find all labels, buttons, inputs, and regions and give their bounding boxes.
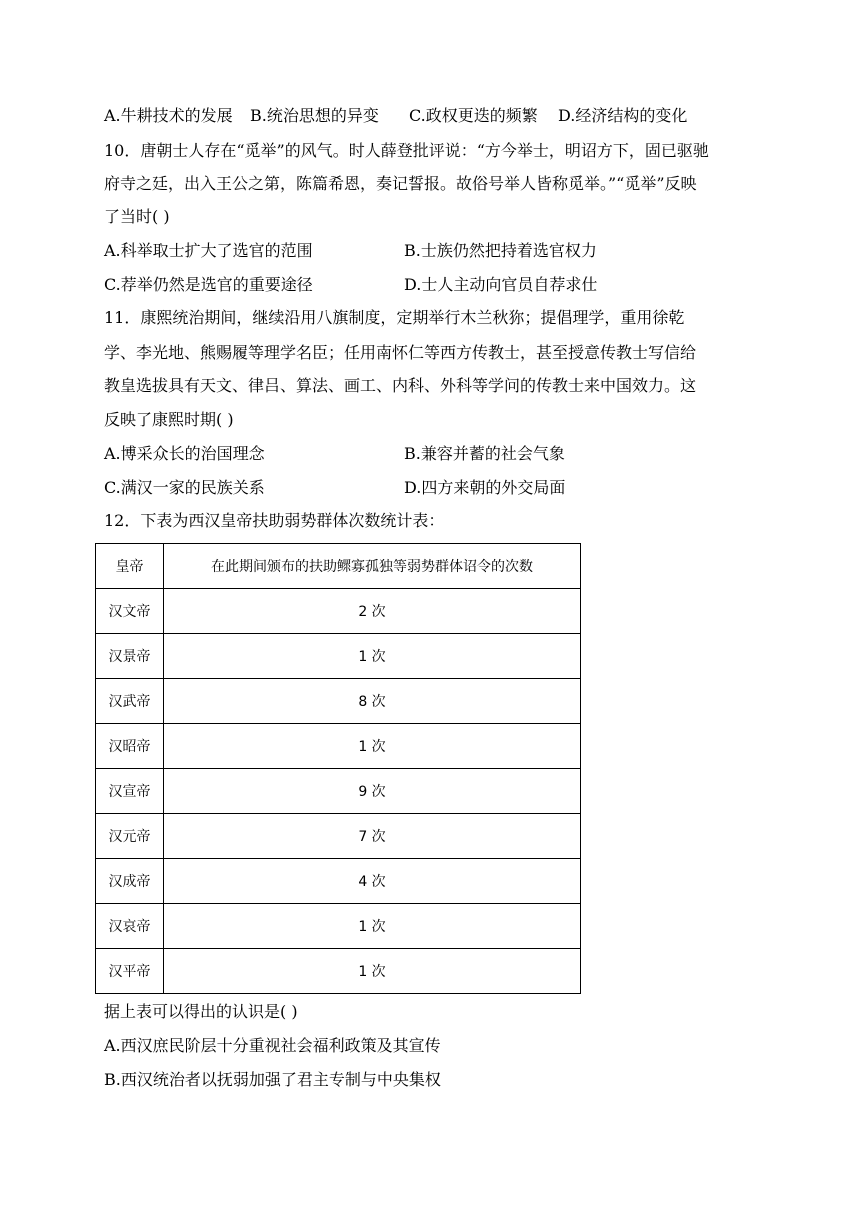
emperor-cell: 汉景帝 bbox=[96, 634, 164, 679]
table-row bbox=[96, 904, 581, 949]
q12-option-b: B.西汉统治者以抚弱加强了君主专制与中央集权 bbox=[104, 1070, 441, 1089]
emperor-cell: 汉武帝 bbox=[96, 679, 164, 724]
emperor-cell: 汉平帝 bbox=[96, 949, 164, 994]
table-row bbox=[96, 589, 581, 634]
q10-line-2: 府寺之廷，出入王公之第，陈篇希恩，奏记誓报。故俗号举人皆称觅举。”“觅举”反映 bbox=[104, 174, 697, 193]
emperor-cell: 汉成帝 bbox=[96, 859, 164, 904]
table-row bbox=[96, 859, 581, 904]
q11-line-4: 反映了康熙时期( ) bbox=[104, 410, 234, 429]
count-cell: 1 次 bbox=[164, 904, 581, 949]
q10-option-b: B.士族仍然把持着选官权力 bbox=[404, 241, 597, 260]
table-header-row bbox=[96, 544, 581, 589]
table-row bbox=[96, 949, 581, 994]
q10-option-a: A.科举取士扩大了选官的范围 bbox=[104, 241, 313, 260]
q11-option-b: B.兼容并蓄的社会气象 bbox=[404, 444, 565, 463]
table-row bbox=[96, 769, 581, 814]
q11-line-2: 学、李光地、熊赐履等理学名臣；任用南怀仁等西方传教士，甚至授意传教士写信给 bbox=[104, 343, 697, 362]
emperor-cell: 汉文帝 bbox=[96, 589, 164, 634]
emperor-cell: 汉元帝 bbox=[96, 814, 164, 859]
table-row bbox=[96, 724, 581, 769]
header-count: 在此期间颁布的扶助鳏寡孤独等弱势群体诏令的次数 bbox=[164, 544, 581, 589]
count-cell: 2 次 bbox=[164, 589, 581, 634]
q9-option-d: D.经济结构的变化 bbox=[558, 106, 688, 125]
q10-line-3: 了当时( ) bbox=[104, 207, 170, 226]
table-row bbox=[96, 814, 581, 859]
q11-option-d: D.四方来朝的外交局面 bbox=[404, 478, 566, 497]
q12-question: 据上表可以得出的认识是( ) bbox=[104, 1002, 298, 1021]
count-cell: 1 次 bbox=[164, 949, 581, 994]
table-row bbox=[96, 679, 581, 724]
count-cell: 4 次 bbox=[164, 859, 581, 904]
q11-line-3: 教皇选拔具有天文、律吕、算法、画工、内科、外科等学问的传教士来中国效力。这 bbox=[104, 376, 697, 395]
q9-option-c: C.政权更迭的频繁 bbox=[409, 106, 538, 125]
q10-line-1: 10．唐朝士人存在“觅举”的风气。时人薛登批评说：“方今举士，明诏方下，固已驱驰 bbox=[104, 141, 709, 160]
q11-option-c: C.满汉一家的民族关系 bbox=[104, 478, 265, 497]
q11-option-a: A.博采众长的治国理念 bbox=[104, 444, 265, 463]
q10-option-d: D.士人主动向官员自荐求仕 bbox=[404, 275, 598, 294]
q9-option-b: B.统治思想的异变 bbox=[250, 106, 379, 125]
q12-option-a: A.西汉庶民阶层十分重视社会福利政策及其宣传 bbox=[104, 1036, 441, 1055]
count-cell: 1 次 bbox=[164, 634, 581, 679]
emperor-cell: 汉昭帝 bbox=[96, 724, 164, 769]
count-cell: 1 次 bbox=[164, 724, 581, 769]
emperor-cell: 汉哀帝 bbox=[96, 904, 164, 949]
count-cell: 9 次 bbox=[164, 769, 581, 814]
emperor-cell: 汉宣帝 bbox=[96, 769, 164, 814]
q10-option-c: C.荐举仍然是选官的重要途径 bbox=[104, 275, 313, 294]
q12-intro: 12．下表为西汉皇帝扶助弱势群体次数统计表： bbox=[104, 511, 445, 530]
count-cell: 8 次 bbox=[164, 679, 581, 724]
q11-line-1: 11．康熙统治期间，继续沿用八旗制度，定期举行木兰秋狝；提倡理学，重用徐乾 bbox=[104, 308, 685, 327]
header-emperor: 皇帝 bbox=[96, 544, 164, 589]
count-cell: 7 次 bbox=[164, 814, 581, 859]
q9-option-a: A.牛耕技术的发展 bbox=[104, 106, 233, 125]
table-row bbox=[96, 634, 581, 679]
emperor-statistics-table bbox=[95, 543, 581, 994]
